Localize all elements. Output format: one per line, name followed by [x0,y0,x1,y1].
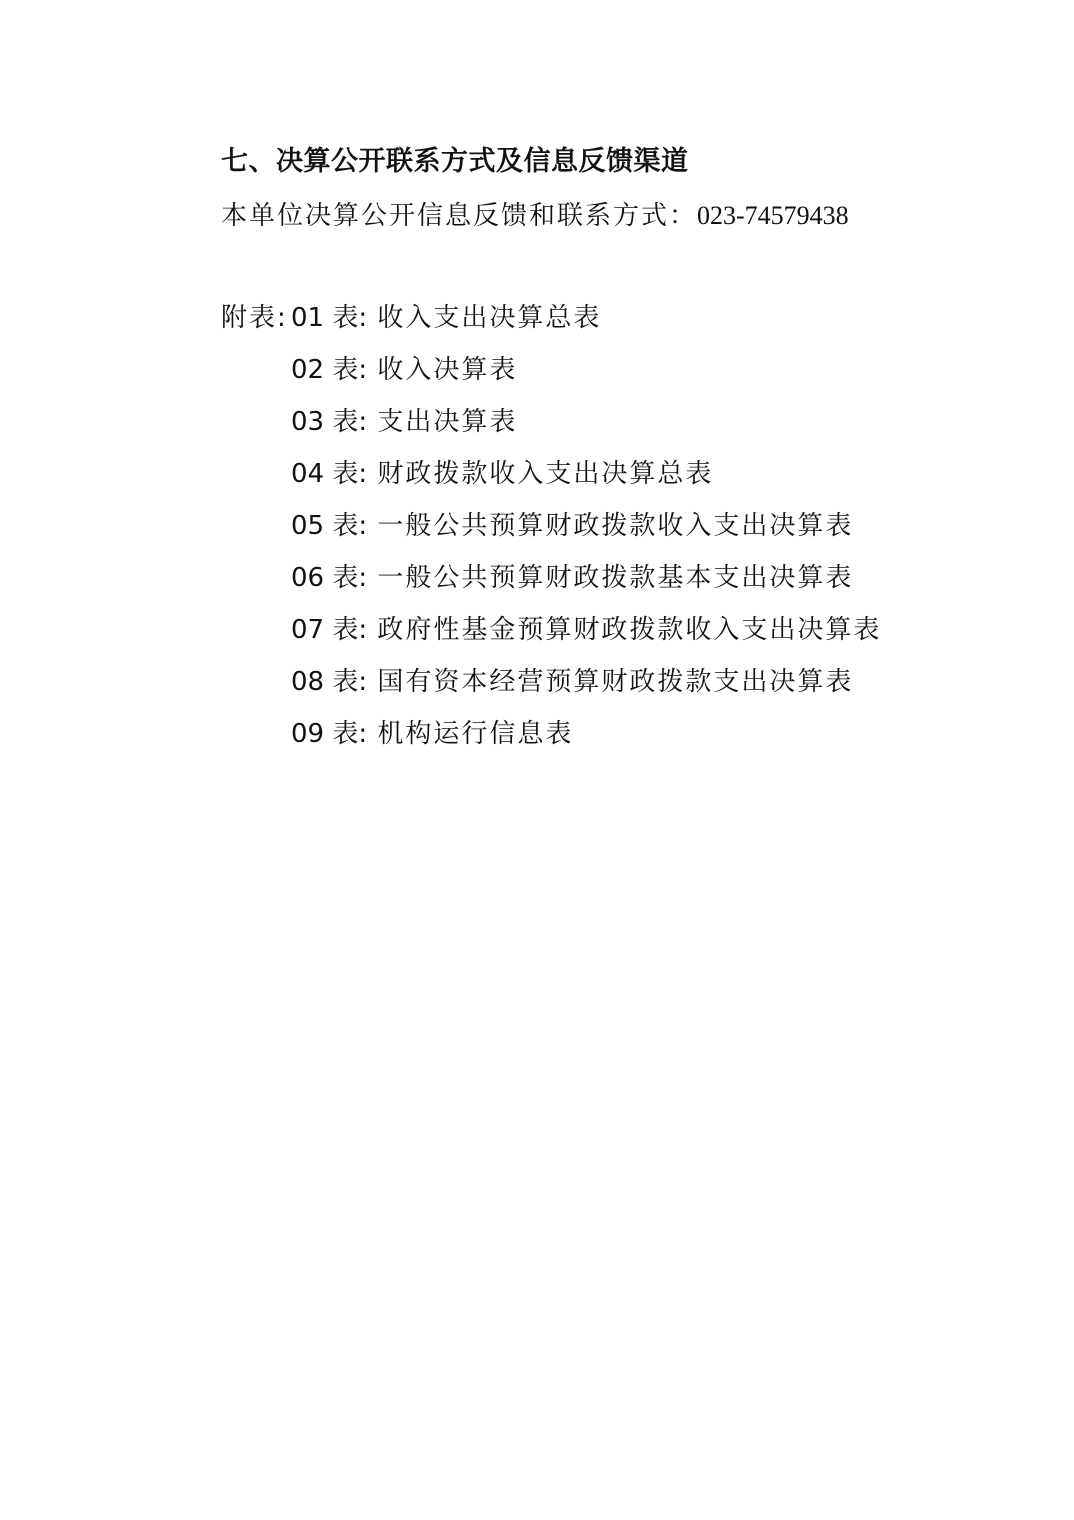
attachment-number: 08 表: [291,667,368,697]
attachment-item [221,558,1041,610]
attachment-number: 04 表: [291,459,368,489]
attachment-title: 财政拨款收入支出决算总表 [377,459,714,489]
attachment-item [221,714,1041,766]
attachment-item [221,662,1041,714]
attachment-item [221,506,1041,558]
contact-line [221,196,849,236]
attachment-item [221,350,1041,402]
attachment-number: 03 表: [291,407,368,437]
attachment-title: 一般公共预算财政拨款基本支出决算表 [377,563,854,593]
attachment-title: 收入决算表 [377,355,518,385]
attachment-title: 收入支出决算总表 [377,303,602,333]
attachment-number: 02 表: [291,355,368,385]
section-heading: 七、决算公开联系方式及信息反馈渠道 [221,146,689,177]
attachment-title: 政府性基金预算财政拨款收入支出决算表 [377,615,882,645]
attachment-number: 07 表: [291,615,368,645]
attachment-number: 06 表: [291,563,368,593]
attachment-title: 国有资本经营预算财政拨款支出决算表 [377,667,854,697]
attachment-title: 支出决算表 [377,407,518,437]
attachment-item [221,402,1041,454]
attachment-list [221,298,1041,766]
attachment-title: 一般公共预算财政拨款收入支出决算表 [377,511,854,541]
attachment-title: 机构运行信息表 [377,719,574,749]
contact-phone: 023-74579438 [697,201,849,230]
contact-label: 本单位决算公开信息反馈和联系方式： [221,201,698,231]
attachment-item [221,298,1041,350]
attachment-lead-label: 附表: [221,303,288,333]
attachment-number: 05 表: [291,511,368,541]
attachment-item [221,454,1041,506]
attachment-item [221,610,1041,662]
attachment-number: 01 表: [291,303,368,333]
attachment-number: 09 表: [291,719,368,749]
